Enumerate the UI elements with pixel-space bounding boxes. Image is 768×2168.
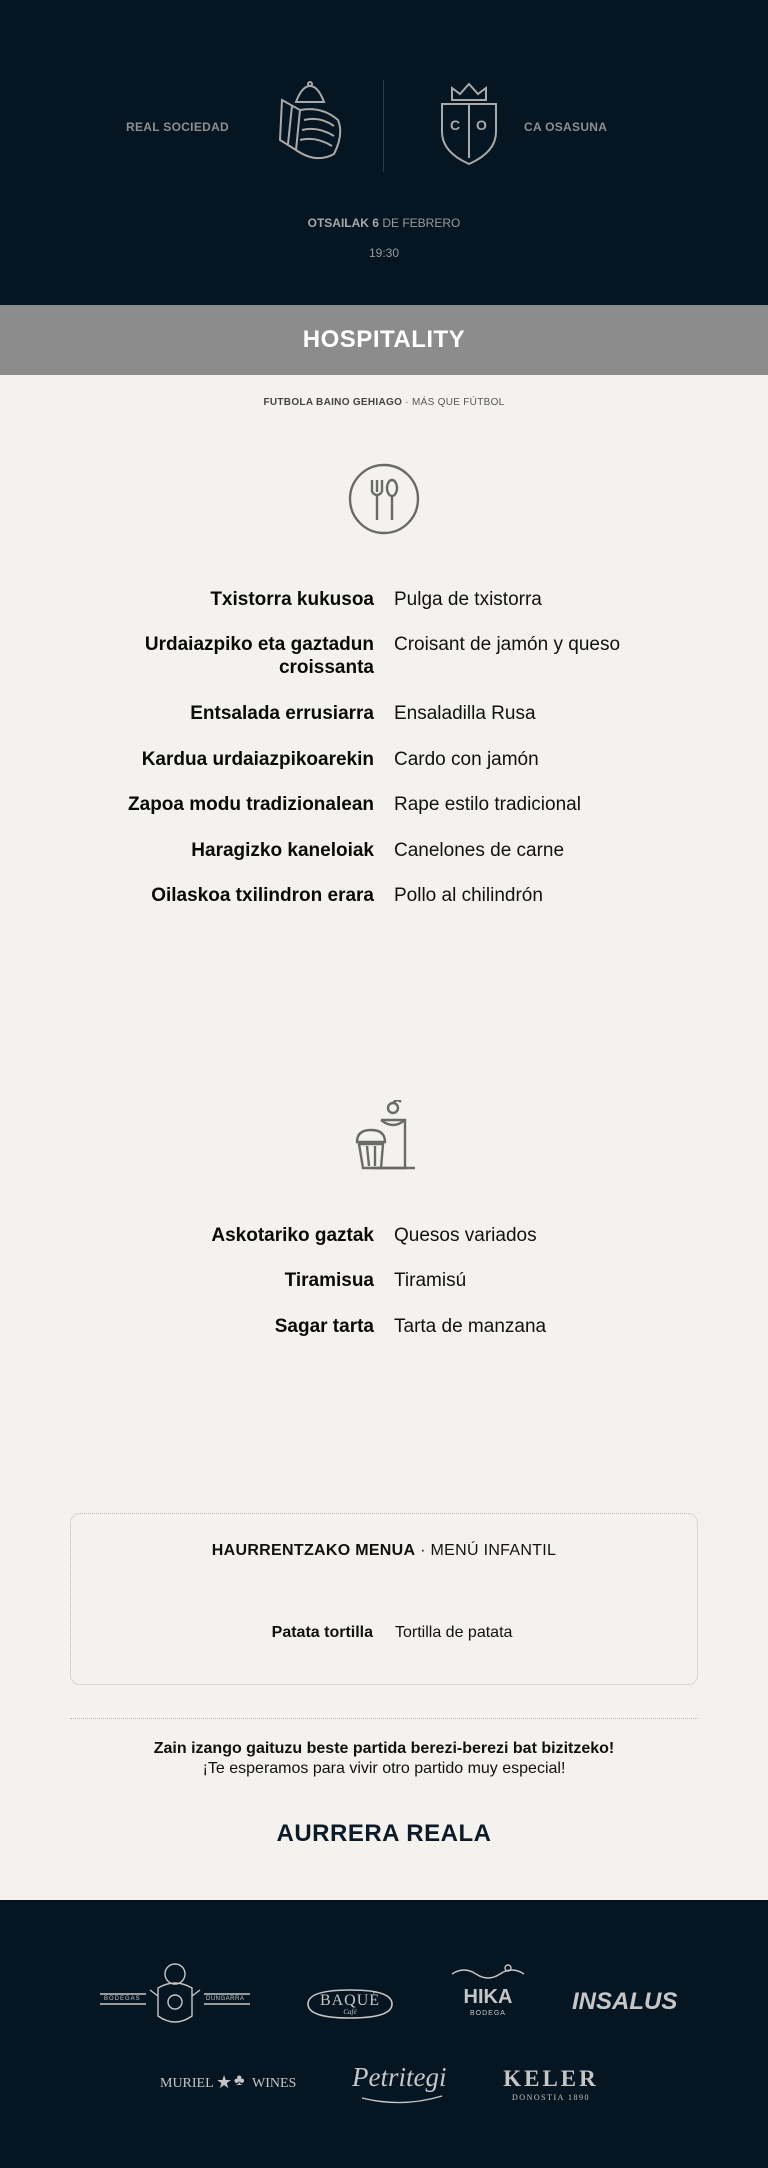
sponsors-footer [0,1900,768,2168]
match-time: 19:30 [368,246,400,260]
dish-name-eu: Entsalada errusiarra [190,703,374,724]
bodegas-emblem-icon [100,1960,250,2030]
dish-name-es: Cardo con jamón [394,749,539,770]
dish-name-eu: Zapoa modu tradizionalean [128,794,374,815]
dessert-name-eu: Sagar tarta [274,1316,374,1337]
bodegas-logo: BODEGAS DUNGARRA [100,1960,250,2030]
keler-logo: KELER DONOSTIA 1890 [503,2066,599,2102]
leaf-icon: ♣ [234,2072,245,2089]
muriel-wines-logo: MURIEL ★ ♣ WINES [160,2072,297,2092]
hospitality-banner: HOSPITALITY [0,305,768,375]
dish-name-es: Canelones de carne [394,840,565,861]
away-team-name: CA OSASUNA [524,120,608,134]
svg-text:O: O [476,117,487,133]
tagline: FUTBOLA BAINO GEHIAGO · MÁS QUE FÚTBOL [263,397,505,408]
kids-dish-es: Tortilla de patata [395,1624,513,1641]
dish-name-es: Croisant de jamón y queso [394,634,621,655]
dish-name-eu: Oilaskoa txilindron erara [151,885,374,906]
dish-name-eu: Urdaiazpiko eta gaztadun croissanta [144,634,374,678]
dish-name-eu: Kardua urdaiazpikoarekin [141,749,374,770]
dish-name-es: Ensaladilla Rusa [394,703,536,724]
dessert-name-eu: Tiramisua [284,1270,374,1291]
kids-menu-title: HAURRENTZAKO MENUA · MENÚ INFANTIL [211,1542,557,1559]
star-icon: ★ [216,2072,233,2092]
insalus-logo: INSALUS [572,1988,678,2015]
slogan: AURRERA REALA [276,1820,492,1847]
match-header [0,0,768,305]
dish-name-es: Pollo al chilindrón [394,885,543,906]
dessert-name-es: Tiramisú [394,1270,467,1291]
match-date: OTSAILAK 6 DE FEBRERO [307,216,461,230]
svg-text:C: C [450,117,461,133]
dish-name-eu: Haragizko kaneloiak [191,840,374,861]
dessert-name-es: Quesos variados [394,1225,537,1246]
osasuna-crest-icon [436,80,502,168]
kids-menu-box [70,1513,698,1685]
dish-name-es: Rape estilo tradicional [394,794,581,815]
baque-logo: BAQUÉ Café [304,1984,396,2024]
closing-message-eu: Zain izango gaituzu beste partida berezi-berezi bat bizitzeko! [153,1740,615,1757]
closing-message-es: ¡Te esperamos para vivir otro partido muy especial! [202,1760,566,1777]
petritegi-logo: Petritegi [352,2060,452,2106]
home-team-name: REAL SOCIEDAD [126,120,230,134]
kids-dish-eu: Patata tortilla [271,1624,373,1641]
dessert-cake-icon [353,1100,419,1174]
dish-name-es: Pulga de txistorra [394,589,542,610]
hika-logo: HIKA BODEGA [450,1962,526,2028]
real-sociedad-crest-icon [272,80,348,168]
dessert-name-eu: Askotariko gaztak [211,1225,374,1246]
dessert-name-es: Tarta de manzana [394,1316,547,1337]
dish-name-eu: Txistorra kukusoa [210,589,374,610]
header-divider [383,80,384,172]
cutlery-icon [347,462,421,536]
hika-wave-icon [450,1962,526,1982]
petritegi-swash-icon [352,2094,452,2106]
divider [70,1718,698,1719]
